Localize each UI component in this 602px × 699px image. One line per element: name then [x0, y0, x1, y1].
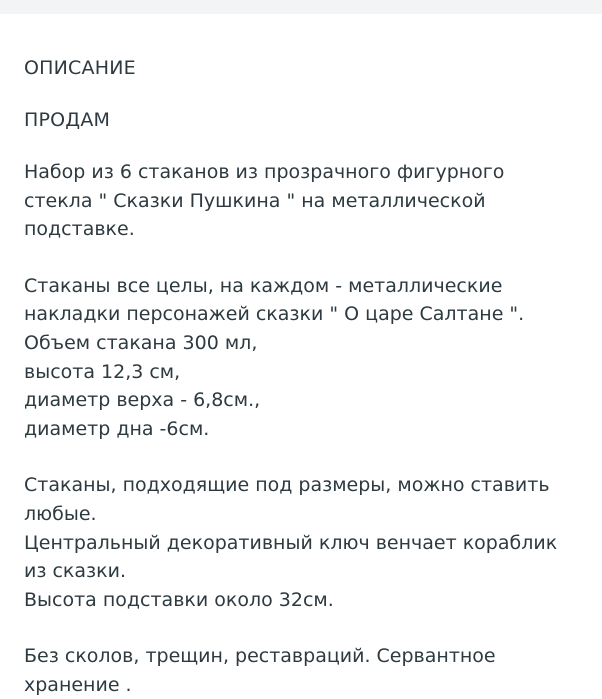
section-title: ОПИСАНИЕ	[24, 57, 136, 79]
text-line: накладки персонажей сказки " О царе Салтане ".	[24, 303, 525, 326]
text-line: Высота подставки около 32см.	[24, 588, 334, 611]
description-paragraph	[24, 158, 594, 244]
description-paragraph	[24, 642, 594, 699]
text-line: Центральный декоративный ключ венчает кораблик	[24, 531, 558, 554]
text-line: высота 12,3 см,	[24, 360, 181, 383]
text-line: Стаканы все целы, на каждом - металлические	[24, 274, 503, 297]
text-line: подставке.	[24, 218, 135, 241]
text-line: Набор из 6 стаканов из прозрачного фигурного	[24, 161, 505, 183]
top-strip	[0, 0, 602, 14]
text-line: Без сколов, трещин, реставраций. Сервантное	[24, 645, 496, 668]
listing-description	[24, 54, 594, 699]
text-line: любые.	[24, 502, 97, 525]
text-line: Объем стакана 300 мл,	[24, 331, 258, 354]
text-line: диаметр верха - 6,8см.,	[24, 389, 261, 412]
description-paragraph	[24, 471, 594, 614]
text-line: стекла " Сказки Пушкина " на металлической	[24, 189, 486, 212]
listing-intent: ПРОДАМ	[24, 109, 111, 131]
description-paragraph	[24, 272, 594, 444]
text-line: из сказки.	[24, 560, 127, 583]
text-line: диаметр дна -6см.	[24, 417, 210, 440]
text-line: хранение .	[24, 673, 132, 696]
text-line: Стаканы, подходящие под размеры, можно ставить	[24, 474, 550, 497]
